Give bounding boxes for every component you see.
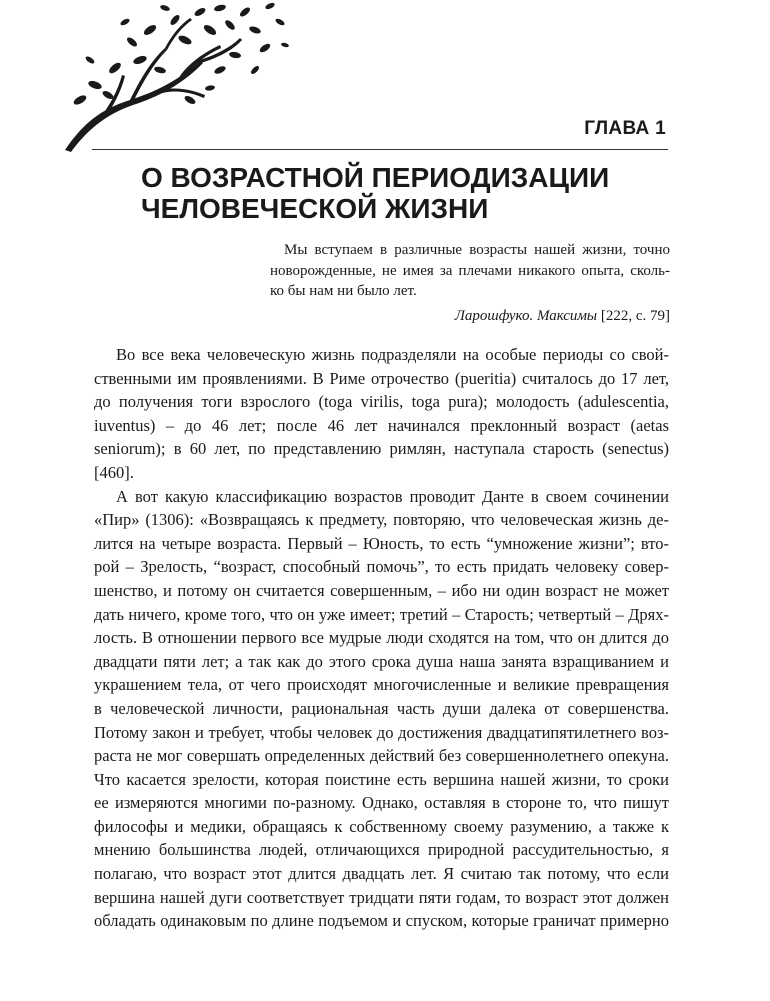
epigraph-source: [455, 308, 670, 325]
chapter-title: [141, 162, 701, 224]
header-rule: [92, 149, 668, 150]
chapter-label: ГЛАВА 1: [584, 118, 666, 139]
body-line: двадцати пяти лет; а так как до этого срока душа наша занята взращиванием и: [94, 651, 669, 671]
body-line: ее измеряются многими по-разному. Однако, оставляя в стороне то, что пишут: [94, 793, 669, 813]
epigraph: [270, 240, 670, 302]
body-line: дать ничего, кроме того, что он уже имеет; третий – Старость; четвертый – Дрях-: [94, 604, 669, 624]
body-line: [460].: [94, 462, 134, 482]
body-line: мнению большинства людей, отличающихся природной рассудительностью, я: [94, 840, 669, 860]
chapter-title-line: ЧЕЛОВЕЧЕСКОЙ ЖИЗНИ: [141, 193, 489, 224]
chapter-title-line: О ВОЗРАСТНОЙ ПЕРИОДИЗАЦИИ: [141, 162, 610, 193]
body-line: Что касается зрелости, которая поистине есть вершина нашей жизни, то сроки: [94, 769, 669, 789]
body-line: философы и медики, обращаясь к собственному своему разумению, а также к: [94, 816, 669, 836]
body-line: до получения тоги взрослого (toga virilis, toga pura); молодость (adulescentia,: [94, 392, 669, 412]
body-line: в человеческой личности, рациональная часть души далека от совершенства.: [94, 698, 669, 718]
epigraph-source-ref: [222, с. 79]: [597, 308, 670, 324]
body-line: лится на четыре возраста. Первый – Юность, то есть “умножение жизни”; вто-: [94, 533, 669, 553]
tree-illustration-icon: [60, 0, 290, 152]
body-line: полагаю, что возраст этот длится двадцать лет. Я считаю так потому, что если: [94, 864, 669, 884]
body-line: обладать одинаковым по длине подъемом и спуском, которые граничат примерно: [94, 911, 669, 931]
body-text: [94, 343, 669, 933]
body-line: рой – Зрелость, “возраст, способный помочь”, то есть придать человеку совер-: [94, 557, 669, 577]
body-line: Во все века человеческую жизнь подразделяли на особые периоды со свой-: [116, 345, 669, 364]
body-line: iuventus) – до 46 лет; после 46 лет начинался преклонный возраст (aetas: [94, 415, 669, 435]
epigraph-source-author: Ларошфуко. Максимы: [454, 308, 598, 324]
body-line: украшением тела, от чего происходят многочисленные и великие превращения: [94, 675, 669, 695]
epigraph-line: ко бы нам ни было лет.: [270, 283, 417, 299]
body-line: вершина нашей дуги соответствует тридцати пяти годам, то возраст этот должен: [94, 887, 669, 907]
body-line: Потому закон и требует, чтобы человек до достижения двадцатипятилетнего воз-: [94, 722, 669, 742]
epigraph-line: Мы вступаем в различные возрасты нашей жизни, точно: [284, 242, 670, 258]
body-line: seniorum); в 60 лет, по представлению римлян, наступала старость (senectus): [94, 439, 669, 459]
body-line: лость. В отношении первого все мудрые люди сходятся на том, что он длится до: [94, 628, 669, 648]
body-line: раста не мог совершать определенных действий без совершеннолетнего опекуна.: [94, 746, 669, 766]
epigraph-line: новорожденные, не имея за плечами никакого опыта, сколь-: [270, 262, 670, 279]
body-line: ственными им проявлениями. В Риме отрочество (pueritia) считалось до 17 лет,: [94, 368, 669, 388]
body-line: А вот какую классификацию возрастов проводит Данте в своем сочинении: [116, 486, 669, 506]
body-line: «Пир» (1306): «Возвращаясь к предмету, повторяю, что человеческая жизнь де-: [94, 510, 669, 530]
body-line: шенство, и потому он считается совершенным, – ибо ни один возраст не может: [94, 580, 669, 600]
